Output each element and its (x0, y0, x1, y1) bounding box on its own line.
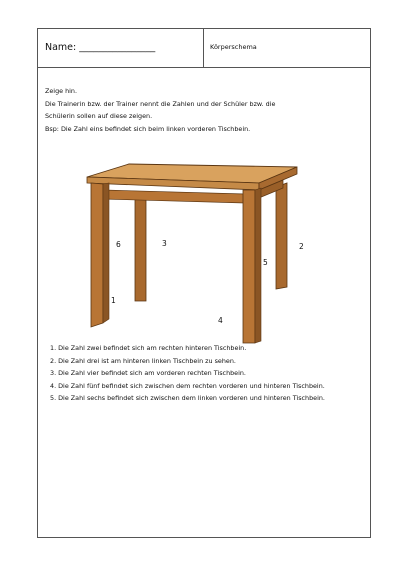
list-item: 2. Die Zahl drei ist am hinteren linken Tischbein zu sehen. (50, 356, 236, 365)
instruction-line: Bsp: Die Zahl eins befindet sich beim linken vorderen Tischbein. (45, 124, 251, 133)
table-front-apron (103, 190, 245, 203)
table-number-5: 5 (263, 258, 268, 267)
name-field-label: Name: ________________ (45, 42, 156, 53)
table-drawing (83, 159, 313, 349)
table-leg-front-right-side (255, 188, 261, 343)
table-number-6: 6 (116, 240, 121, 249)
list-item: 5. Die Zahl sechs befindet sich zwischen dem linken vorderen und hinteren Tischbein. (50, 394, 325, 403)
table-leg-back-right (276, 183, 287, 289)
instructions (45, 85, 355, 135)
table-leg-back-left (135, 197, 146, 301)
table-number-1: 1 (111, 296, 116, 305)
list-item: 4. Die Zahl fünf befindet sich zwischen dem rechten vorderen und hinteren Tischbein. (50, 381, 325, 390)
header-divider (203, 29, 204, 67)
instruction-line: Schülerin sollen auf diese zeigen. (45, 112, 153, 120)
table-number-2: 2 (299, 242, 304, 251)
list-item: 1. Die Zahl zwei befindet sich am rechten hinteren Tischbein. (50, 344, 247, 352)
instruction-line: Die Trainerin bzw. der Trainer nennt die Zahlen und der Schüler bzw. die (45, 99, 276, 108)
header-bar (38, 29, 370, 68)
table-leg-front-right (243, 190, 255, 343)
instruction-line: Zeige hin. (45, 87, 78, 95)
table-leg-front-left-side (103, 183, 109, 323)
table-illustration (83, 159, 313, 349)
list-item: 3. Die Zahl vier befindet sich am vorderen rechten Tischbein. (50, 369, 246, 378)
worksheet-topic: Körperschema (210, 43, 257, 51)
number-list (50, 342, 360, 405)
table-leg-front-left (91, 183, 103, 327)
worksheet (37, 28, 371, 538)
table-number-4: 4 (218, 316, 223, 325)
table-number-3: 3 (162, 239, 167, 248)
